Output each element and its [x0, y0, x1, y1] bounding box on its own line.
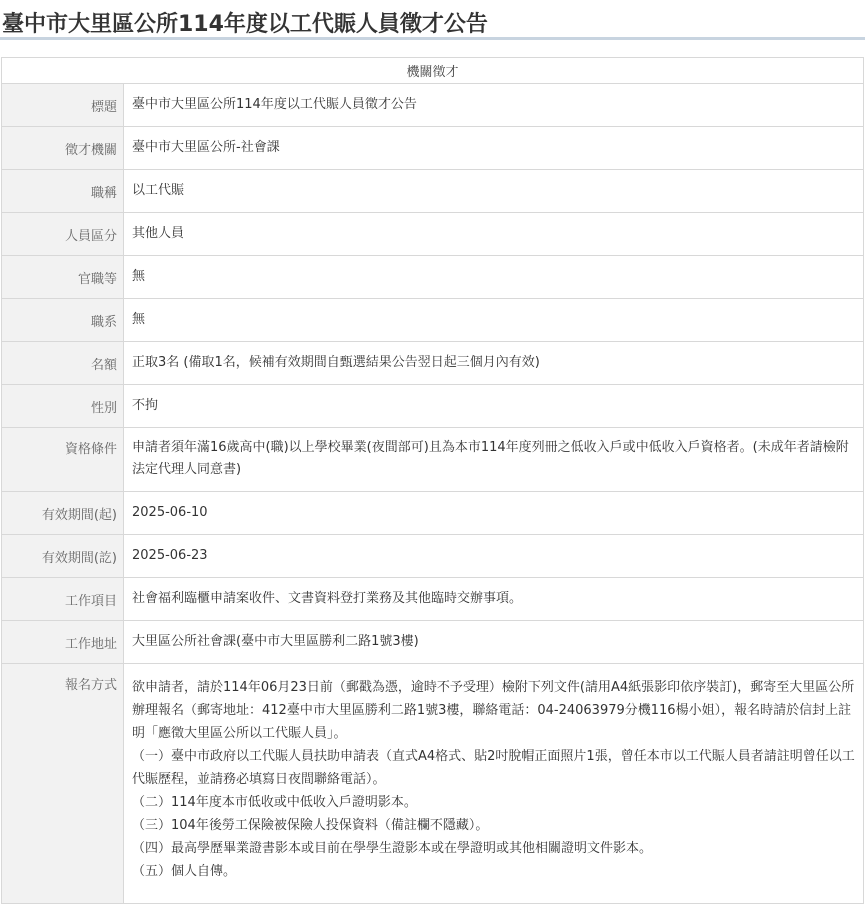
application-item: （三）104年後勞工保險被保險人投保資料（備註欄不隱藏）。: [132, 818, 489, 833]
row-value: 社會福利臨櫃申請案收件、文書資料登打業務及其他臨時交辦事項。: [124, 578, 864, 621]
application-item: （二）114年度本市低收或中低收入戶證明影本。: [132, 795, 417, 810]
application-item: （四）最高學歷畢業證書影本或目前在學學生證影本或在學證明或其他相關證明文件影本。: [132, 841, 653, 856]
row-label: 名額: [2, 342, 124, 385]
row-label: 徵才機關: [2, 127, 124, 170]
table-row-title: [2, 84, 864, 127]
row-value: 正取3名 (備取1名，候補有效期間自甄選結果公告翌日起三個月內有效): [124, 342, 864, 385]
row-value: 不拘: [124, 385, 864, 428]
row-value: 2025-06-10: [124, 492, 864, 535]
row-value: 無: [124, 256, 864, 299]
application-details: [124, 664, 864, 904]
row-label: 工作項目: [2, 578, 124, 621]
row-value: 申請者須年滿16歲高中(職)以上學校畢業(夜間部可)且為本市114年度列冊之低收入戶或中低收入戶資格者。(未成年者請檢附法定代理人同意書): [124, 428, 864, 492]
row-label: 有效期間(起): [2, 492, 124, 535]
table-row-position: [2, 170, 864, 213]
row-label: 性別: [2, 385, 124, 428]
application-item: （五）個人自傳。: [132, 864, 237, 879]
table-row-personnel-type: [2, 213, 864, 256]
application-intro: 欲申請者，請於114年06月23日前（郵戳為憑，逾時不予受理）檢附下列文件(請用A4紙張影印依序裝訂)，郵寄至大里區公所辦理報名（郵寄地址：412臺中市大里區勝利二路1號3樓，聯絡電話：04-24063979分機116楊小姐），報名時請於信封上註明「應徵大里區公所以工代賑人員」。: [132, 680, 855, 741]
table-row-rank: [2, 256, 864, 299]
row-label: 職系: [2, 299, 124, 342]
row-label: 報名方式: [2, 664, 124, 904]
row-label: 人員區分: [2, 213, 124, 256]
row-value: 2025-06-23: [124, 535, 864, 578]
row-value: 其他人員: [124, 213, 864, 256]
table-caption: 機關徵才: [2, 58, 864, 84]
table-row-valid-to: [2, 535, 864, 578]
row-label: 官職等: [2, 256, 124, 299]
row-label: 有效期間(訖): [2, 535, 124, 578]
row-value: 無: [124, 299, 864, 342]
row-value: 臺中市大里區公所-社會課: [124, 127, 864, 170]
table-row-quota: [2, 342, 864, 385]
row-value: 以工代賑: [124, 170, 864, 213]
row-value: 臺中市大里區公所114年度以工代賑人員徵才公告: [124, 84, 864, 127]
application-item: （一）臺中市政府以工代賑人員扶助申請表（直式A4格式、貼2吋脫帽正面照片1張，曾任本市以工代賑人員者請註明曾任以工代賑歷程，並請務必填寫日夜間聯絡電話）。: [132, 749, 855, 787]
table-caption-row: [2, 58, 864, 84]
table-row-work-address: [2, 621, 864, 664]
table-row-valid-from: [2, 492, 864, 535]
table-row-qualifications: [2, 428, 864, 492]
table-row-agency: [2, 127, 864, 170]
job-info-table: [1, 57, 864, 904]
row-label: 工作地址: [2, 621, 124, 664]
table-row-gender: [2, 385, 864, 428]
table-row-duties: [2, 578, 864, 621]
table-row-application: [2, 664, 864, 904]
row-value: 大里區公所社會課(臺中市大里區勝利二路1號3樓): [124, 621, 864, 664]
row-label: 職稱: [2, 170, 124, 213]
table-row-job-series: [2, 299, 864, 342]
row-label: 標題: [2, 84, 124, 127]
page-title: 臺中市大里區公所114年度以工代賑人員徵才公告: [0, 0, 865, 40]
row-label: 資格條件: [2, 428, 124, 492]
